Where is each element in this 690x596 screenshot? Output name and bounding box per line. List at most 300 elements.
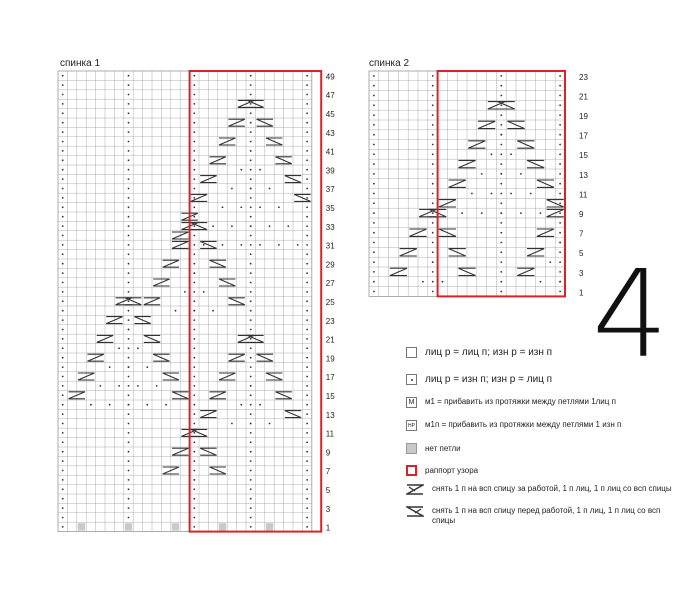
repeat-symbol-icon bbox=[406, 465, 417, 476]
purl-dot bbox=[128, 441, 130, 443]
purl-dot bbox=[193, 235, 195, 237]
purl-dot bbox=[373, 104, 375, 106]
purl-dot bbox=[373, 222, 375, 224]
legend-m1p-text: м1п = прибавить из протяжки между петлями 1 изн п bbox=[425, 420, 622, 429]
purl-dot bbox=[193, 84, 195, 86]
purl-dot bbox=[250, 413, 252, 415]
purl-dot bbox=[128, 263, 130, 265]
purl-dot bbox=[250, 178, 252, 180]
row-label: 15 bbox=[325, 392, 335, 401]
purl-dot bbox=[306, 206, 308, 208]
purl-dot bbox=[269, 188, 271, 190]
purl-dot bbox=[128, 84, 130, 86]
purl-dot bbox=[203, 244, 205, 246]
purl-dot bbox=[373, 144, 375, 146]
purl-dot bbox=[250, 470, 252, 472]
purl-dot bbox=[306, 131, 308, 133]
purl-dot bbox=[137, 347, 139, 349]
purl-dot bbox=[500, 173, 502, 175]
row-label: 43 bbox=[325, 128, 335, 138]
purl-dot bbox=[193, 507, 195, 509]
legend-m1 bbox=[406, 397, 665, 408]
purl-dot bbox=[373, 281, 375, 283]
purl-dot bbox=[306, 310, 308, 312]
purl-dot bbox=[306, 329, 308, 331]
purl-dot bbox=[128, 404, 130, 406]
purl-dot bbox=[306, 178, 308, 180]
purl-dot bbox=[62, 272, 64, 274]
purl-dot bbox=[306, 460, 308, 462]
purl-dot bbox=[559, 251, 561, 253]
purl-dot bbox=[193, 432, 195, 434]
purl-dot bbox=[128, 517, 130, 519]
purl-dot bbox=[128, 112, 130, 114]
purl-dot bbox=[500, 222, 502, 224]
legend-knit bbox=[406, 347, 552, 359]
cross-right-icon bbox=[406, 506, 424, 517]
purl-dot bbox=[128, 366, 130, 368]
purl-dot bbox=[193, 178, 195, 180]
purl-dot bbox=[432, 85, 434, 87]
purl-dot bbox=[250, 451, 252, 453]
purl-dot bbox=[559, 291, 561, 293]
purl-dot bbox=[250, 112, 252, 114]
purl-dot bbox=[62, 235, 64, 237]
purl-dot bbox=[500, 85, 502, 87]
purl-dot bbox=[193, 263, 195, 265]
purl-dot bbox=[559, 261, 561, 263]
purl-dot bbox=[500, 134, 502, 136]
purl-dot bbox=[128, 197, 130, 199]
purl-dot bbox=[250, 253, 252, 255]
purl-dot bbox=[373, 95, 375, 97]
purl-dot bbox=[432, 183, 434, 185]
purl-dot bbox=[500, 163, 502, 165]
legend-m1-text: м1 = прибавить из протяжки между петлями 1лиц п bbox=[425, 397, 616, 406]
purl-dot bbox=[128, 376, 130, 378]
purl-dot bbox=[250, 159, 252, 161]
purl-dot bbox=[250, 103, 252, 105]
purl-dot bbox=[373, 75, 375, 77]
purl-dot bbox=[250, 517, 252, 519]
purl-dot bbox=[559, 242, 561, 244]
purl-dot bbox=[559, 212, 561, 214]
purl-dot bbox=[146, 404, 148, 406]
purl-dot bbox=[373, 114, 375, 116]
purl-dot bbox=[193, 517, 195, 519]
purl-dot bbox=[193, 526, 195, 528]
purl-dot bbox=[240, 244, 242, 246]
purl-dot bbox=[62, 225, 64, 227]
purl-dot bbox=[250, 376, 252, 378]
purl-dot bbox=[306, 225, 308, 227]
purl-dot bbox=[212, 225, 214, 227]
purl-dot bbox=[90, 404, 92, 406]
purl-dot bbox=[306, 75, 308, 77]
no-stitch-cell bbox=[266, 523, 273, 530]
purl-dot bbox=[62, 347, 64, 349]
purl-dot bbox=[128, 282, 130, 284]
purl-dot bbox=[306, 366, 308, 368]
purl-dot bbox=[128, 423, 130, 425]
purl-dot bbox=[306, 441, 308, 443]
purl-dot bbox=[62, 131, 64, 133]
purl-dot bbox=[62, 451, 64, 453]
purl-dot bbox=[306, 84, 308, 86]
purl-dot bbox=[432, 144, 434, 146]
purl-dot bbox=[250, 479, 252, 481]
purl-dot bbox=[128, 470, 130, 472]
purl-dot bbox=[306, 394, 308, 396]
purl-dot bbox=[193, 150, 195, 152]
purl-dot bbox=[128, 432, 130, 434]
purl-dot bbox=[231, 423, 233, 425]
no-stitch-cell bbox=[78, 523, 85, 530]
row-label: 11 bbox=[579, 190, 588, 200]
purl-dot bbox=[500, 153, 502, 155]
purl-dot bbox=[128, 188, 130, 190]
purl-dot bbox=[222, 206, 224, 208]
purl-dot bbox=[269, 423, 271, 425]
purl-dot bbox=[203, 291, 205, 293]
purl-dot bbox=[62, 376, 64, 378]
purl-dot bbox=[128, 347, 130, 349]
purl-dot bbox=[559, 153, 561, 155]
purl-dot bbox=[231, 225, 233, 227]
purl-dot bbox=[128, 310, 130, 312]
purl-dot bbox=[432, 193, 434, 195]
purl-dot bbox=[559, 163, 561, 165]
purl-dot bbox=[62, 159, 64, 161]
row-label: 1 bbox=[325, 523, 331, 533]
purl-dot bbox=[156, 385, 158, 387]
legend-no-stitch-text: нет петли bbox=[425, 444, 461, 453]
purl-dot bbox=[373, 134, 375, 136]
purl-dot bbox=[193, 75, 195, 77]
purl-dot bbox=[432, 104, 434, 106]
purl-dot bbox=[250, 329, 252, 331]
purl-dot bbox=[62, 366, 64, 368]
purl-dot bbox=[62, 291, 64, 293]
purl-dot bbox=[250, 235, 252, 237]
purl-dot bbox=[193, 385, 195, 387]
purl-dot bbox=[306, 517, 308, 519]
purl-dot bbox=[306, 488, 308, 490]
purl-dot bbox=[250, 122, 252, 124]
purl-dot bbox=[62, 206, 64, 208]
purl-dot bbox=[432, 212, 434, 214]
purl-dot bbox=[422, 281, 424, 283]
purl-dot bbox=[193, 329, 195, 331]
row-label: 27 bbox=[325, 279, 335, 289]
purl-dot bbox=[373, 242, 375, 244]
purl-dot bbox=[240, 169, 242, 171]
purl-dot bbox=[250, 282, 252, 284]
purl-dot bbox=[62, 282, 64, 284]
purl-dot bbox=[306, 300, 308, 302]
purl-dot bbox=[62, 141, 64, 143]
purl-dot bbox=[481, 173, 483, 175]
purl-dot bbox=[500, 281, 502, 283]
purl-dot bbox=[193, 404, 195, 406]
purl-dot bbox=[193, 94, 195, 96]
purl-dot bbox=[278, 206, 280, 208]
row-label: 23 bbox=[579, 72, 588, 82]
row-label: 9 bbox=[579, 210, 584, 219]
purl-dot bbox=[128, 385, 130, 387]
purl-dot bbox=[193, 470, 195, 472]
purl-dot bbox=[373, 193, 375, 195]
purl-dot bbox=[432, 222, 434, 224]
row-label: 35 bbox=[325, 204, 335, 213]
purl-dot bbox=[62, 357, 64, 359]
purl-dot bbox=[240, 206, 242, 208]
row-label: 37 bbox=[325, 185, 335, 195]
row-label: 1 bbox=[579, 288, 584, 298]
purl-dot bbox=[250, 197, 252, 199]
purl-dot bbox=[62, 423, 64, 425]
purl-dot bbox=[193, 338, 195, 340]
purl-dot bbox=[559, 202, 561, 204]
purl-dot bbox=[373, 124, 375, 126]
purl-dot bbox=[306, 432, 308, 434]
purl-dot bbox=[62, 404, 64, 406]
purl-dot bbox=[520, 173, 522, 175]
purl-dot bbox=[62, 413, 64, 415]
purl-dot bbox=[62, 507, 64, 509]
purl-dot bbox=[559, 183, 561, 185]
purl-dot bbox=[250, 319, 252, 321]
purl-dot bbox=[250, 272, 252, 274]
purl-dot bbox=[306, 291, 308, 293]
purl-dot bbox=[250, 216, 252, 218]
purl-dot bbox=[432, 261, 434, 263]
page-number: 4 bbox=[592, 246, 669, 385]
row-label: 11 bbox=[325, 429, 335, 439]
purl-dot bbox=[306, 197, 308, 199]
no-stitch-cell bbox=[172, 523, 179, 530]
purl-dot bbox=[137, 385, 139, 387]
purl-dot bbox=[62, 394, 64, 396]
purl-dot bbox=[128, 131, 130, 133]
purl-dot bbox=[128, 413, 130, 415]
row-label: 21 bbox=[325, 335, 335, 345]
row-label: 21 bbox=[579, 92, 588, 102]
purl-dot bbox=[193, 366, 195, 368]
purl-dot bbox=[62, 470, 64, 472]
purl-dot bbox=[559, 134, 561, 136]
purl-dot bbox=[559, 232, 561, 234]
purl-dot bbox=[62, 329, 64, 331]
purl-dot bbox=[62, 460, 64, 462]
purl-dot bbox=[373, 173, 375, 175]
purl-dot bbox=[193, 244, 195, 246]
purl-dot bbox=[540, 281, 542, 283]
row-label: 19 bbox=[325, 354, 335, 364]
legend-cross-right bbox=[406, 506, 672, 526]
purl-dot bbox=[500, 104, 502, 106]
purl-dot bbox=[128, 169, 130, 171]
purl-dot bbox=[471, 193, 473, 195]
purl-dot bbox=[432, 202, 434, 204]
purl-dot bbox=[193, 188, 195, 190]
purl-dot bbox=[373, 212, 375, 214]
purl-dot bbox=[373, 232, 375, 234]
back-1-chart bbox=[58, 71, 335, 533]
purl-dot bbox=[128, 300, 130, 302]
purl-dot bbox=[193, 159, 195, 161]
purl-dot bbox=[193, 423, 195, 425]
purl-dot bbox=[62, 479, 64, 481]
row-label: 25 bbox=[325, 298, 335, 307]
purl-dot bbox=[231, 188, 233, 190]
purl-dot bbox=[306, 347, 308, 349]
purl-dot bbox=[62, 84, 64, 86]
purl-dot bbox=[549, 261, 551, 263]
purl-dot bbox=[373, 163, 375, 165]
purl-dot bbox=[250, 385, 252, 387]
purl-dot bbox=[62, 75, 64, 77]
purl-dot bbox=[306, 159, 308, 161]
purl-dot bbox=[306, 263, 308, 265]
purl-dot bbox=[193, 282, 195, 284]
purl-dot bbox=[128, 488, 130, 490]
purl-dot bbox=[432, 242, 434, 244]
purl-dot bbox=[62, 526, 64, 528]
purl-dot bbox=[500, 114, 502, 116]
purl-dot bbox=[432, 281, 434, 283]
purl-dot bbox=[193, 291, 195, 293]
purl-dot bbox=[128, 150, 130, 152]
row-label: 29 bbox=[325, 260, 335, 270]
purl-dot bbox=[99, 385, 101, 387]
purl-dot bbox=[193, 112, 195, 114]
purl-dot bbox=[373, 261, 375, 263]
purl-dot bbox=[432, 251, 434, 253]
row-label: 17 bbox=[579, 131, 588, 141]
purl-dot bbox=[306, 319, 308, 321]
purl-dot bbox=[432, 291, 434, 293]
purl-dot bbox=[500, 261, 502, 263]
purl-dot bbox=[559, 193, 561, 195]
purl-dot bbox=[62, 310, 64, 312]
back-2-title: спинка 2 bbox=[369, 58, 410, 69]
purl-dot bbox=[193, 460, 195, 462]
purl-dot bbox=[250, 460, 252, 462]
purl-dot bbox=[559, 104, 561, 106]
purl-dot bbox=[62, 216, 64, 218]
purl-dot bbox=[432, 153, 434, 155]
purl-dot bbox=[62, 319, 64, 321]
purl-dot bbox=[128, 253, 130, 255]
purl-dot bbox=[278, 244, 280, 246]
purl-dot bbox=[250, 225, 252, 227]
purl-dot bbox=[250, 347, 252, 349]
row-label: 33 bbox=[325, 222, 335, 232]
purl-dot bbox=[62, 498, 64, 500]
legend-knit-text: лиц р = лиц п; изн р = изн п bbox=[425, 347, 553, 358]
purl-dot bbox=[500, 212, 502, 214]
purl-dot bbox=[269, 225, 271, 227]
purl-dot bbox=[128, 319, 130, 321]
row-label: 13 bbox=[579, 170, 588, 180]
row-label: 9 bbox=[325, 448, 331, 458]
row-label: 3 bbox=[325, 504, 331, 514]
purl-dot bbox=[306, 188, 308, 190]
purl-dot bbox=[193, 272, 195, 274]
purl-dot bbox=[306, 216, 308, 218]
row-label: 13 bbox=[325, 410, 335, 420]
purl-dot bbox=[193, 225, 195, 227]
purl-dot bbox=[193, 103, 195, 105]
purl-dot bbox=[146, 366, 148, 368]
purl-dot bbox=[62, 253, 64, 255]
purl-dot bbox=[510, 153, 512, 155]
purl-dot bbox=[559, 124, 561, 126]
purl-dot bbox=[193, 394, 195, 396]
purl-dot bbox=[128, 235, 130, 237]
purl-dot bbox=[193, 413, 195, 415]
row-label: 7 bbox=[325, 467, 331, 477]
purl-dot bbox=[250, 498, 252, 500]
purl-dot bbox=[250, 169, 252, 171]
purl-dot bbox=[240, 404, 242, 406]
legend-cross-right-text: снять 1 п на всп спицу перед работой, 1 п лиц, 1 п лиц со всп спицы bbox=[432, 506, 661, 525]
purl-dot bbox=[250, 357, 252, 359]
purl-dot bbox=[250, 310, 252, 312]
purl-dot bbox=[250, 441, 252, 443]
purl-dot bbox=[500, 75, 502, 77]
purl-dot bbox=[250, 150, 252, 152]
m1-symbol-icon: М bbox=[406, 397, 417, 408]
back-2-chart bbox=[369, 71, 588, 297]
purl-dot bbox=[62, 488, 64, 490]
purl-dot bbox=[432, 75, 434, 77]
purl-dot bbox=[559, 75, 561, 77]
purl-dot bbox=[442, 281, 444, 283]
purl-dot bbox=[259, 404, 261, 406]
purl-dot bbox=[500, 183, 502, 185]
purl-dot bbox=[306, 169, 308, 171]
purl-dot bbox=[306, 526, 308, 528]
purl-dot bbox=[559, 144, 561, 146]
purl-dot bbox=[481, 212, 483, 214]
legend-cross-left-text: снять 1 п на всп спицу за работой, 1 п лиц, 1 п лиц со всп спицы bbox=[432, 484, 672, 493]
purl-dot bbox=[306, 498, 308, 500]
purl-dot bbox=[306, 150, 308, 152]
purl-dot bbox=[128, 479, 130, 481]
purl-dot bbox=[559, 281, 561, 283]
purl-dot bbox=[250, 75, 252, 77]
purl-dot bbox=[250, 244, 252, 246]
back-1-title: спинка 1 bbox=[60, 58, 101, 69]
row-label: 39 bbox=[325, 166, 335, 176]
purl-dot bbox=[193, 253, 195, 255]
row-label: 31 bbox=[325, 241, 335, 251]
purl-dot bbox=[193, 169, 195, 171]
purl-dot bbox=[62, 300, 64, 302]
row-label: 15 bbox=[579, 151, 588, 161]
purl-dot bbox=[287, 225, 289, 227]
purl-dot bbox=[193, 310, 195, 312]
purl-dot bbox=[250, 188, 252, 190]
purl-dot bbox=[193, 122, 195, 124]
purl-dot bbox=[306, 451, 308, 453]
purl-dot bbox=[491, 153, 493, 155]
purl-dot bbox=[193, 216, 195, 218]
no-stitch-cell bbox=[125, 523, 132, 530]
purl-dot bbox=[62, 441, 64, 443]
